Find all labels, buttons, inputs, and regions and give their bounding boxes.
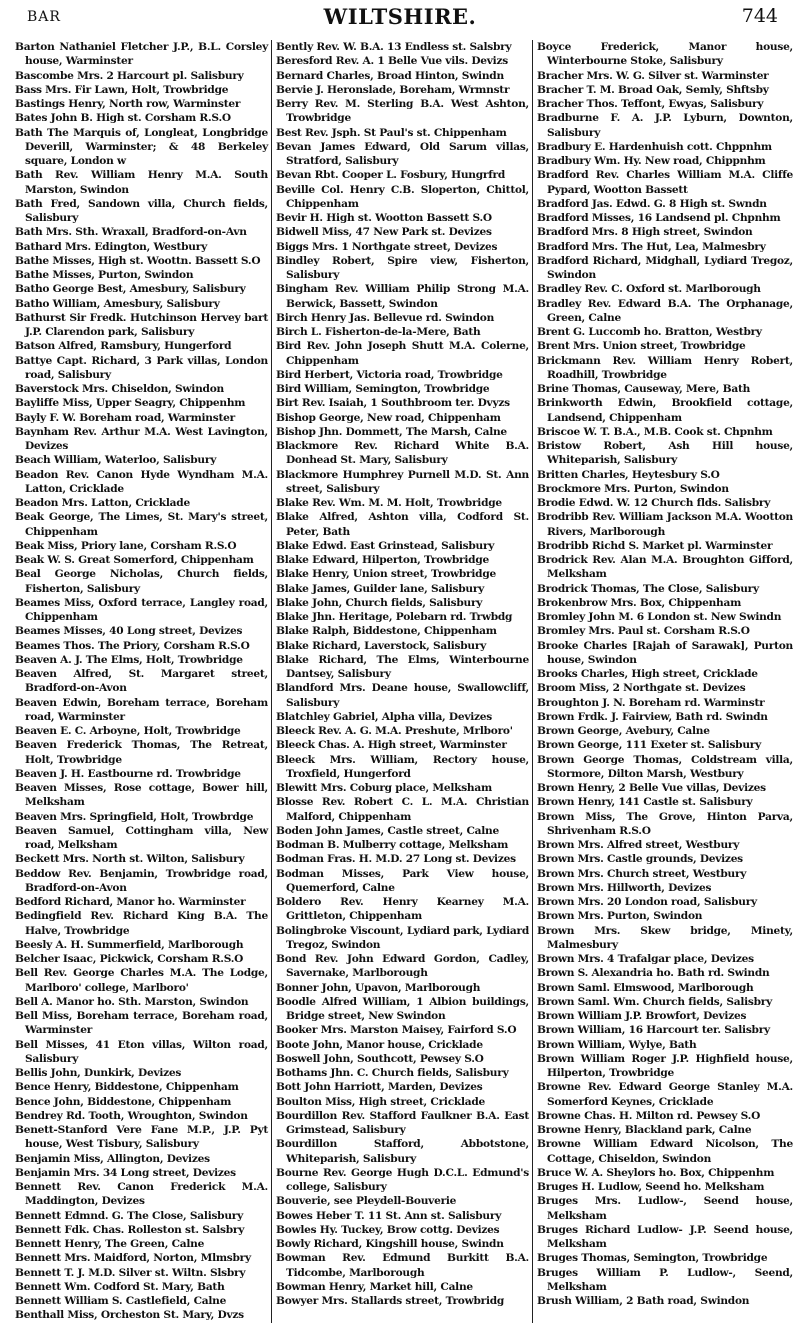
directory-entry: Booker Mrs. Marston Maisey, Fairford S.O — [276, 1024, 517, 1037]
directory-entry: Bevan James Edward, Old Sarum villas, Stratford, Salisbury — [276, 140, 529, 167]
directory-entry: Bodman B. Mulberry cottage, Melksham — [276, 839, 509, 851]
directory-entry: Batho William, Amesbury, Salisbury — [15, 297, 220, 310]
directory-entry: Brown George, 111 Exeter st. Salisbury — [537, 739, 762, 752]
directory-entry: Bruges Thomas, Semington, Trowbridge — [537, 1252, 768, 1265]
directory-entry: Bruges Mrs. Ludlow-, Seend house, Melksham — [537, 1195, 793, 1222]
directory-entry: Blake James, Guilder lane, Salisbury — [276, 582, 485, 595]
directory-entry: Bott John Harriott, Marden, Devizes — [276, 1081, 483, 1094]
directory-entry: Brown Saml. Elmswood, Marlborough — [537, 981, 754, 994]
directory-entry: Boldero Rev. Henry Kearney M.A. Grittleton, Chippenham — [276, 896, 529, 923]
directory-entry: Bath Rev. William Henry M.A. South Marston, Swindon — [15, 169, 268, 196]
directory-entry: Best Rev. Jsph. St Paul's st. Chippenham — [276, 126, 507, 139]
directory-entry: Bourne Rev. George Hugh D.C.L. Edmund's college, Salisbury — [276, 1166, 529, 1193]
directory-entry: Bell Misses, 41 Eton villas, Wilton road, Salisbury — [15, 1038, 268, 1065]
directory-entry: Bradbury E. Hardenhuish cott. Chppnhm — [537, 140, 772, 153]
directory-entry: Bowly Richard, Kingshill house, Swindn — [276, 1238, 504, 1250]
directory-entry: Blatchley Gabriel, Alpha villa, Devizes — [276, 710, 493, 723]
directory-entry: Brown S. Alexandria ho. Bath rd. Swindn — [537, 967, 770, 980]
directory-entry: Blandford Mrs. Deane house, Swallowcliff, Salisbury — [276, 682, 529, 709]
directory-entry: Beames Thos. The Priory, Corsham R.S.O — [15, 639, 250, 652]
directory-entry: Beville Col. Henry C.B. Sloperton, Chittol, Chippenham — [276, 183, 529, 210]
directory-entry: Bevir H. High st. Wootton Bassett S.O — [276, 212, 492, 224]
directory-entry: Bruges Richard Ludlow- J.P. Seend house, Melksham — [537, 1223, 793, 1250]
directory-entry: Beaven Mrs. Springfield, Holt, Trowbrdge — [15, 810, 254, 823]
directory-entry: Bowman Henry, Market hill, Calne — [276, 1280, 473, 1293]
directory-entry: Boswell John, Southcott, Pewsey S.O — [276, 1052, 484, 1065]
directory-entry: Bennett Rev. Canon Frederick M.A. Maddington, Devizes — [15, 1181, 268, 1208]
directory-entry: Bruges H. Ludlow, Seend ho. Melksham — [537, 1181, 765, 1193]
directory-entry: Blackmore Rev. Richard White B.A. Donhead St. Mary, Salisbury — [276, 440, 529, 467]
directory-entry: Bennett William S. Castlefield, Calne — [15, 1295, 227, 1307]
directory-entry: Bouverie, see Pleydell-Bouverie — [276, 1195, 457, 1208]
directory-entry: Bennett Fdk. Chas. Rolleston st. Salsbry — [15, 1223, 245, 1236]
directory-entry: Bleeck Rev. A. G. M.A. Preshute, Mrlboro' — [276, 725, 513, 737]
directory-entry: Bath The Marquis of, Longleat, Longbridge Deverill, Warminster; & 48 Berkeley square, London w — [15, 126, 268, 167]
directory-entry: Beaven Samuel, Cottingham villa, New road, Melksham — [15, 824, 268, 851]
directory-entry: Bathe Misses, Purton, Swindon — [15, 269, 194, 281]
directory-entry: Brinkworth Edwin, Brookfield cottage, Landsend, Chippenham — [537, 397, 793, 424]
directory-entry: Brown Saml. Wm. Church fields, Salisbry — [537, 995, 772, 1008]
directory-entry: Brown George, Avebury, Calne — [537, 725, 710, 737]
directory-entry: Boote John, Manor house, Cricklade — [276, 1038, 483, 1051]
directory-entry: Bradley Rev. Edward B.A. The Orphanage, Green, Calne — [537, 297, 793, 324]
directory-entry: Blake Richard, The Elms, Winterbourne Dantsey, Salisbury — [276, 653, 529, 680]
page-header — [0, 0, 800, 36]
directory-entry: Bath Mrs. Sth. Wraxall, Bradford-on-Avn — [15, 226, 247, 239]
directory-entry: Broom Miss, 2 Northgate st. Devizes — [537, 682, 746, 695]
directory-entry: Bell Miss, Boreham terrace, Boreham road, Warminster — [15, 1010, 268, 1037]
directory-entry: Bradford Misses, 16 Landsend pl. Chpnhm — [537, 212, 781, 224]
directory-entry: Bradley Rev. C. Oxford st. Marlborough — [537, 283, 761, 296]
directory-entry: Bence John, Biddestone, Chippenham — [15, 1095, 232, 1108]
directory-entry: Brodrick Rev. Alan M.A. Broughton Gifford, Melksham — [537, 554, 793, 581]
directory-entry: Broughton J. N. Boreham rd. Warminstr — [537, 696, 765, 709]
directory-entry: Bradford Richard, Midghall, Lydiard Tregoz, Swindon — [537, 254, 793, 281]
directory-entry: Bennett T. J. M.D. Silver st. Wiltn. Slsbry — [15, 1266, 246, 1279]
directory-entry: Brown William, 16 Harcourt ter. Salisbry — [537, 1024, 770, 1037]
directory-entry: Bristow Robert, Ash Hill house, Whiteparish, Salisbury — [537, 440, 793, 467]
directory-entry: Brown William, Wylye, Bath — [537, 1038, 697, 1051]
directory-entry: Bathard Mrs. Edington, Westbury — [15, 240, 207, 253]
directory-entry: Boden John James, Castle street, Calne — [276, 824, 499, 837]
directory-entry: Bennett Mrs. Maidford, Norton, Mlmsbry — [15, 1252, 251, 1265]
running-head-letters: BAR — [27, 9, 61, 25]
directory-entry: Brown George Thomas, Coldstream villa, Stormore, Dilton Marsh, Westbury — [537, 753, 793, 780]
directory-entry: Bath Fred, Sandown villa, Church fields, Salisbury — [15, 197, 268, 224]
directory-entry: Bourdillon Rev. Stafford Faulkner B.A. East Grimstead, Salisbury — [276, 1109, 529, 1136]
directory-entry: Beaven A. J. The Elms, Holt, Trowbridge — [15, 653, 243, 666]
directory-entry: Brent G. Luccomb ho. Bratton, Westbry — [537, 326, 762, 338]
directory-entry: Beaven Frederick Thomas, The Retreat, Holt, Trowbridge — [15, 739, 268, 766]
directory-entry: Beckett Mrs. North st. Wilton, Salisbury — [15, 853, 245, 866]
directory-entry: Brown Henry, 2 Belle Vue villas, Devizes — [537, 782, 766, 794]
directory-entry: Bennett Wm. Codford St. Mary, Bath — [15, 1280, 225, 1293]
directory-entry: Bracher T. M. Broad Oak, Semly, Shftsby — [537, 83, 769, 96]
directory-entry: Bradford Jas. Edwd. G. 8 High st. Swndn — [537, 197, 767, 210]
directory-entry: Bonner John, Upavon, Marlborough — [276, 981, 481, 994]
directory-entry: Brown Mrs. Castle grounds, Devizes — [537, 853, 743, 866]
directory-entry: Bishop Jhn. Dommett, The Marsh, Calne — [276, 425, 507, 438]
directory-entry: Brush William, 2 Bath road, Swindon — [537, 1295, 750, 1307]
directory-entry: Beddow Rev. Benjamin, Trowbridge road, Bradford-on-Avon — [15, 867, 268, 894]
directory-column-2 — [271, 40, 533, 1323]
directory-entry: Baverstock Mrs. Chiseldon, Swindon — [15, 383, 224, 395]
directory-entry: Brown William Roger J.P. Highfield house, Hilperton, Trowbridge — [537, 1052, 793, 1079]
directory-entry: Briscoe W. T. B.A., M.B. Cook st. Chpnhm — [537, 425, 773, 438]
directory-entry: Brodie Edwd. W. 12 Church flds. Salisbry — [537, 497, 771, 509]
directory-entry: Blake Ralph, Biddestone, Chippenham — [276, 625, 497, 638]
directory-entry: Bradford Mrs. The Hut, Lea, Malmesbry — [537, 240, 766, 253]
directory-entry: Battye Capt. Richard, 3 Park villas, London road, Salisbury — [15, 354, 268, 381]
directory-entry: Brine Thomas, Causeway, Mere, Bath — [537, 383, 751, 395]
directory-entry: Bothams Jhn. C. Church fields, Salisbury — [276, 1067, 509, 1079]
directory-entry: Bruce W. A. Sheylors ho. Box, Chippenhm — [537, 1166, 775, 1179]
directory-entry: Bowles Hy. Tuckey, Brow cottg. Devizes — [276, 1223, 500, 1236]
directory-entry: Brooks Charles, High street, Cricklade — [537, 668, 758, 680]
directory-entry: Blake Alfred, Ashton villa, Codford St. Peter, Bath — [276, 511, 529, 538]
directory-entry: Batho George Best, Amesbury, Salisbury — [15, 283, 246, 296]
directory-entry: Bird Rev. John Joseph Shutt M.A. Colerne, Chippenham — [276, 340, 529, 367]
directory-entry: Beaven J. H. Eastbourne rd. Trowbridge — [15, 767, 241, 780]
directory-entry: Brown Mrs. Alfred street, Westbury — [537, 839, 740, 851]
directory-entry: Belcher Isaac, Pickwick, Corsham R.S.O — [15, 953, 244, 965]
directory-entry: Benjamin Miss, Allington, Devizes — [15, 1152, 210, 1165]
directory-entry: Brown Mrs. Skew bridge, Minety, Malmesbury — [537, 924, 793, 951]
directory-entry: Beames Miss, Oxford terrace, Langley road, Chippenham — [15, 596, 268, 623]
directory-entry: Brodrick Thomas, The Close, Salisbury — [537, 582, 759, 595]
directory-entry: Bracher Thos. Teffont, Ewyas, Salisbury — [537, 98, 764, 110]
directory-entry: Batson Alfred, Ramsbury, Hungerford — [15, 340, 232, 353]
directory-entry: Bellis John, Dunkirk, Devizes — [15, 1067, 182, 1079]
directory-entry: Beak Miss, Priory lane, Corsham R.S.O — [15, 539, 237, 552]
directory-entry: Bradford Mrs. 8 High street, Swindon — [537, 226, 753, 239]
directory-entry: Bates John B. High st. Corsham R.S.O — [15, 112, 231, 125]
page-number: 744 — [741, 5, 778, 27]
directory-entry: Bourdillon Stafford, Abbotstone, Whiteparish, Salisbury — [276, 1138, 529, 1165]
directory-entry: Bennett Edmnd. G. The Close, Salisbury — [15, 1209, 244, 1222]
directory-entry: Bird Herbert, Victoria road, Trowbridge — [276, 368, 503, 381]
directory-entry: Bradford Rev. Charles William M.A. Cliffe Pypard, Wootton Bassett — [537, 169, 793, 196]
directory-entry: Biggs Mrs. 1 Northgate street, Devizes — [276, 240, 498, 253]
directory-entry: Bowman Rev. Edmund Burkitt B.A. Tidcombe, Marlborough — [276, 1252, 529, 1279]
directory-entry: Brown Mrs. 4 Trafalgar place, Devizes — [537, 953, 754, 965]
directory-entry: Beresford Rev. A. 1 Belle Vue vils. Devizs — [276, 55, 508, 68]
directory-entry: Beaven Misses, Rose cottage, Bower hill, Melksham — [15, 782, 268, 809]
directory-entry: Blake Henry, Union street, Trowbridge — [276, 568, 496, 581]
directory-entry: Beak W. S. Great Somerford, Chippenham — [15, 554, 254, 566]
directory-entry: Bradburne F. A. J.P. Lyburn, Downton, Salisbury — [537, 112, 793, 139]
directory-entry: Boulton Miss, High street, Cricklade — [276, 1095, 486, 1108]
directory-entry: Bradbury Wm. Hy. New road, Chippnhm — [537, 155, 766, 167]
directory-entry: Benett-Stanford Vere Fane M.P., J.P. Pyt house, West Tisbury, Salisbury — [15, 1124, 268, 1151]
directory-entry: Blake Rev. Wm. M. M. Holt, Trowbridge — [276, 497, 502, 509]
directory-entry: Bracher Mrs. W. G. Silver st. Warminster — [537, 69, 769, 82]
page-title: WILTSHIRE. — [323, 4, 477, 29]
directory-entry: Bromley John M. 6 London st. New Swindn — [537, 611, 782, 623]
directory-entry: Bathe Misses, High st. Woottn. Bassett S.O — [15, 254, 261, 267]
directory-entry: Bingham Rev. William Philip Strong M.A. Berwick, Bassett, Swindon — [276, 283, 529, 310]
directory-entry: Boodle Alfred William, 1 Albion buildings, Bridge street, New Swindon — [276, 995, 529, 1022]
directory-entry: Brown Mrs. Hillworth, Devizes — [537, 881, 712, 894]
directory-entry: Blake Richard, Laverstock, Salisbury — [276, 639, 487, 652]
directory-entry: Bromley Mrs. Paul st. Corsham R.S.O — [537, 625, 750, 638]
directory-columns — [15, 40, 793, 1323]
directory-entry: Bell Rev. George Charles M.A. The Lodge, Marlboro' college, Marlboro' — [15, 967, 268, 994]
directory-entry: Bidwell Miss, 47 New Park st. Devizes — [276, 226, 492, 239]
directory-entry: Bindley Robert, Spire view, Fisherton, Salisbury — [276, 254, 529, 281]
directory-entry: Brown Frdk. J. Fairview, Bath rd. Swindn — [537, 710, 768, 723]
directory-entry: Brent Mrs. Union street, Trowbridge — [537, 340, 746, 353]
directory-entry: Boyce Frederick, Manor house, Winterbourne Stoke, Salisbury — [537, 41, 793, 68]
directory-entry: Beames Misses, 40 Long street, Devizes — [15, 625, 243, 638]
directory-entry: Birch Henry Jas. Bellevue rd. Swindon — [276, 311, 495, 324]
directory-entry: Bervie J. Heronslade, Boreham, Wrmnstr — [276, 83, 510, 96]
directory-entry: Birch L. Fisherton-de-la-Mere, Bath — [276, 326, 481, 338]
directory-entry: Bowes Heber T. 11 St. Ann st. Salisbury — [276, 1209, 502, 1222]
directory-entry: Blosse Rev. Robert C. L. M.A. Christian Malford, Chippenham — [276, 796, 529, 823]
directory-entry: Bedford Richard, Manor ho. Warminster — [15, 896, 246, 908]
directory-entry: Bascombe Mrs. 2 Harcourt pl. Salisbury — [15, 69, 244, 82]
directory-entry: Bevan Rbt. Cooper L. Fosbury, Hungrfrd — [276, 169, 506, 182]
directory-entry: Britten Charles, Heytesbury S.O — [537, 468, 720, 481]
directory-entry: Beadon Rev. Canon Hyde Wyndham M.A. Latton, Cricklade — [15, 468, 268, 495]
directory-entry: Brokenbrow Mrs. Box, Chippenham — [537, 596, 742, 609]
directory-entry: Brickmann Rev. William Henry Robert, Roadhill, Trowbridge — [537, 354, 793, 381]
directory-entry: Brooke Charles [Rajah of Sarawak], Purton house, Swindon — [537, 639, 793, 666]
directory-entry: Bedingfield Rev. Richard King B.A. The Halve, Trowbridge — [15, 910, 268, 937]
directory-entry: Bruges William P. Ludlow-, Seend, Melksham — [537, 1266, 793, 1293]
directory-entry: Blake John, Church fields, Salisbury — [276, 596, 483, 609]
directory-entry: Brown William J.P. Browfort, Devizes — [537, 1010, 747, 1022]
directory-entry: Baynham Rev. Arthur M.A. West Lavington, Devizes — [15, 425, 268, 452]
directory-entry: Beach William, Waterloo, Salisbury — [15, 454, 217, 467]
directory-entry: Bayliffe Miss, Upper Seagry, Chippenhm — [15, 397, 246, 410]
directory-entry: Bird William, Semington, Trowbridge — [276, 383, 490, 395]
directory-entry: Bolingbroke Viscount, Lydiard park, Lydiard Tregoz, Swindon — [276, 924, 529, 951]
directory-entry: Blake Jhn. Heritage, Polebarn rd. Trwbdg — [276, 611, 513, 623]
directory-entry: Browne William Edward Nicolson, The Cottage, Chiseldon, Swindon — [537, 1138, 793, 1165]
directory-entry: Bernard Charles, Broad Hinton, Swindn — [276, 69, 504, 82]
directory-entry: Browne Rev. Edward George Stanley M.A. Somerford Keynes, Cricklade — [537, 1081, 793, 1108]
directory-entry: Bence Henry, Biddestone, Chippenham — [15, 1081, 239, 1094]
directory-entry: Bishop George, New road, Chippenham — [276, 411, 501, 424]
directory-entry: Bathurst Sir Fredk. Hutchinson Hervey bart J.P. Clarendon park, Salisbury — [15, 311, 268, 338]
directory-entry: Bodman Fras. H. M.D. 27 Long st. Devizes — [276, 853, 516, 866]
directory-entry: Bastings Henry, North row, Warminster — [15, 98, 241, 110]
directory-entry: Bently Rev. W. B.A. 13 Endless st. Salsbry — [276, 41, 512, 53]
directory-entry: Beesly A. H. Summerfield, Marlborough — [15, 938, 244, 951]
directory-entry: Beaven Edwin, Boreham terrace, Boreham road, Warminster — [15, 696, 268, 723]
directory-entry: Bendrey Rd. Tooth, Wroughton, Swindon — [15, 1109, 248, 1122]
directory-column-1 — [15, 40, 271, 1323]
directory-entry: Benthall Miss, Orcheston St. Mary, Dvzs — [15, 1309, 244, 1322]
directory-entry: Bayly F. W. Boreham road, Warminster — [15, 411, 235, 424]
directory-entry: Beaven Alfred, St. Margaret street, Bradford-on-Avon — [15, 668, 268, 695]
directory-entry: Beadon Mrs. Latton, Cricklade — [15, 497, 190, 509]
directory-entry: Bleeck Chas. A. High street, Warminster — [276, 739, 507, 752]
directory-entry: Browne Chas. H. Milton rd. Pewsey S.O — [537, 1109, 761, 1122]
directory-entry: Brown Mrs. Purton, Swindon — [537, 910, 703, 923]
directory-entry: Bodman Misses, Park View house, Quemerford, Calne — [276, 867, 529, 894]
directory-entry: Brockmore Mrs. Purton, Swindon — [537, 482, 729, 495]
directory-entry: Brown Mrs. Church street, Westbury — [537, 867, 747, 880]
directory-entry: Blake Edward, Hilperton, Trowbridge — [276, 554, 489, 566]
directory-entry: Bennett Henry, The Green, Calne — [15, 1238, 205, 1250]
directory-entry: Bond Rev. John Edward Gordon, Cadley, Savernake, Marlborough — [276, 953, 529, 980]
directory-entry: Beal George Nicholas, Church fields, Fisherton, Salisbury — [15, 568, 268, 595]
directory-entry: Brown Mrs. 20 London road, Salisbury — [537, 896, 757, 908]
directory-column-3 — [533, 40, 793, 1323]
directory-entry: Bleeck Mrs. William, Rectory house, Troxfield, Hungerford — [276, 753, 529, 780]
directory-entry: Brodribb Rev. William Jackson M.A. Wootton Rivers, Marlborough — [537, 511, 793, 538]
directory-entry: Bowyer Mrs. Stallards street, Trowbridg — [276, 1295, 505, 1307]
directory-entry: Browne Henry, Blackland park, Calne — [537, 1124, 752, 1136]
directory-entry: Bass Mrs. Fir Lawn, Holt, Trowbridge — [15, 83, 229, 96]
directory-entry: Blake Edwd. East Grinstead, Salisbury — [276, 539, 495, 552]
directory-entry: Benjamin Mrs. 34 Long street, Devizes — [15, 1166, 236, 1179]
directory-entry: Berry Rev. M. Sterling B.A. West Ashton, Trowbridge — [276, 98, 529, 125]
directory-entry: Beak George, The Limes, St. Mary's street, Chippenham — [15, 511, 268, 538]
directory-entry: Birt Rev. Isaiah, 1 Southbroom ter. Dvyzs — [276, 397, 510, 410]
directory-entry: Brown Miss, The Grove, Hinton Parva, Shrivenham R.S.O — [537, 810, 793, 837]
directory-entry: Barton Nathaniel Fletcher J.P., B.L. Corsley house, Warminster — [15, 41, 268, 68]
directory-entry: Blewitt Mrs. Coburg place, Melksham — [276, 782, 492, 794]
directory-entry: Brown Henry, 141 Castle st. Salisbury — [537, 796, 753, 809]
directory-entry: Beaven E. C. Arboyne, Holt, Trowbridge — [15, 725, 241, 737]
directory-entry: Bell A. Manor ho. Sth. Marston, Swindon — [15, 995, 249, 1008]
directory-entry: Blackmore Humphrey Purnell M.D. St. Ann street, Salisbury — [276, 468, 529, 495]
directory-entry: Brodribb Richd S. Market pl. Warminster — [537, 539, 773, 552]
